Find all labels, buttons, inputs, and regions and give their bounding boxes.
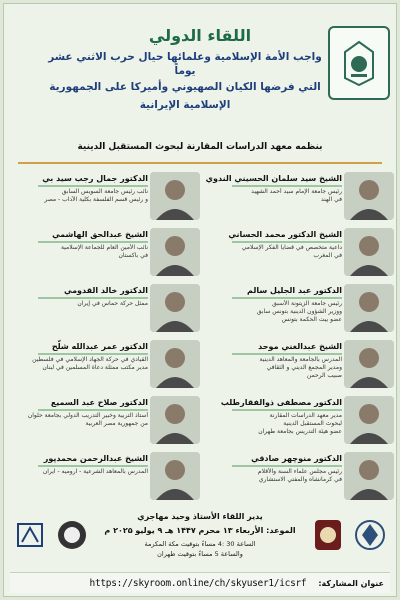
speaker-name: الدكتور خالد القدومي <box>63 286 148 295</box>
speaker-name: الدكتور جمال رجب سيد بي <box>42 174 148 183</box>
speaker-card <box>204 284 394 334</box>
name-underline <box>232 465 342 467</box>
speaker-card <box>204 340 394 390</box>
speaker-description-line: داعية متخصص في قضايا الفكر الإسلامي <box>241 244 342 251</box>
speaker-description <box>204 244 342 260</box>
speaker-card <box>10 340 200 390</box>
speaker-description-line: ووزير الشؤون الدينية بتونس سابق <box>256 308 342 315</box>
speaker-description-line: في المغرب <box>313 252 342 259</box>
speaker-name: الشيخ الدكتور محمد الحساني <box>228 230 342 239</box>
speaker-description-line: القيادي في حركة الجهاد الإسلامي في فلسطين <box>32 356 148 363</box>
speaker-name: الشيخ عبدالحق الهاشمي <box>52 230 148 239</box>
name-underline <box>38 241 148 243</box>
speaker-description-line: أستاذ التربية وخبير التدريب الدولي بجامعة حلوان <box>27 412 148 419</box>
footer-logo-2 <box>312 516 344 554</box>
speaker-description-line: رئيس جامعة الزيتونة الأسبق <box>272 300 342 307</box>
name-underline <box>38 185 148 187</box>
moderator: يدير اللقاء الأستاذ وحيد مهاجري <box>137 512 263 521</box>
speaker-description <box>10 468 148 476</box>
speaker-description-line: لبحوث المستقبل الدينية <box>283 420 342 427</box>
speaker-photo <box>344 284 394 332</box>
participation-link[interactable]: https://skyroom.online/ch/skyuser1/icsrf <box>89 577 307 589</box>
speaker-description-line: المدرس بالمعاهد الشرعية - اروميه - ايران <box>42 468 148 475</box>
footer-logo-left <box>14 516 46 554</box>
speaker-description-line: رئيس جامعة الإمام سيد أحمد الشهيد <box>251 188 342 195</box>
speaker-photo <box>150 284 200 332</box>
name-underline <box>38 297 148 299</box>
speaker-photo <box>344 396 394 444</box>
name-underline <box>38 353 148 355</box>
speaker-card <box>204 396 394 446</box>
speaker-photo <box>344 228 394 276</box>
speaker-description <box>10 300 148 308</box>
institute-logo <box>328 26 390 100</box>
speaker-card <box>10 284 200 334</box>
speaker-card <box>10 452 200 502</box>
speaker-photo <box>344 452 394 500</box>
speaker-description <box>204 356 342 380</box>
speaker-description-line: في باكستان <box>118 252 148 259</box>
name-underline <box>232 353 342 355</box>
speaker-description-line: صبيب الرحمن <box>306 372 342 379</box>
name-underline <box>232 409 342 411</box>
speaker-description-line: عضو هيئة التدريس بجامعة طهران <box>258 428 342 435</box>
speaker-name: الدكتور صلاح عبد السميع <box>50 398 148 407</box>
time-mecca: الساعة 30 :4 مساءً بتوقيت مكة المكرمة <box>144 540 256 548</box>
speaker-card <box>204 228 394 278</box>
event-title: اللقاء الدولي <box>148 26 252 45</box>
event-date: الموعد: الأربعاء ۱۳ محرم ۱۴۴۷ هـ ۹ يوليو ۲۰۲۵ م <box>104 526 296 535</box>
speaker-description-line: و رئيس قسم الفلسفة بكلية الآداب - مصر <box>44 196 148 203</box>
time-tehran: والساعة 5 مساءً بتوقيت طهران <box>157 550 243 558</box>
speaker-photo <box>150 172 200 220</box>
speaker-name: الدكتور مصطفى ذوالفقارطلب <box>220 398 342 407</box>
speaker-description <box>10 188 148 204</box>
poster <box>3 3 397 597</box>
speaker-description <box>204 188 342 204</box>
speaker-description <box>204 468 342 484</box>
footer-logo-right <box>354 516 386 554</box>
speaker-description-line: رئيس مجلس علماء السنة والأقلّام <box>257 468 342 475</box>
speaker-description-line: عضو بيت الحكمة بتونس <box>281 316 342 323</box>
subtitle-line-2: التي فرضها الكيان الصهيوني وأميركا على الجمهورية <box>49 81 321 93</box>
speaker-card <box>10 172 200 222</box>
speaker-description-line: في الهند <box>321 196 342 203</box>
header-divider <box>18 162 382 164</box>
speaker-name: الشيخ عبدالرحمن محمدپور <box>43 454 148 463</box>
name-underline <box>38 465 148 467</box>
speaker-description-line: مدير معهد الدراسات المقارنة <box>269 412 342 419</box>
speaker-photo <box>150 452 200 500</box>
speaker-description <box>10 244 148 260</box>
speaker-name: الدكتور منوچهر صادقي <box>251 454 342 463</box>
speaker-description-line: نائب رئيس جامعة السويس السابق <box>61 188 148 195</box>
speaker-name: الشيخ سيد سلمان الحسيني الندوي <box>205 174 342 183</box>
subtitle-line-1: واجب الأمة الإسلامية وعلمائها حيال حرب الاثني عشر يوماً <box>48 51 322 77</box>
name-underline <box>38 409 148 411</box>
subtitle-line-3: الإسلامية الإيرانية <box>139 99 231 111</box>
organizer: بنظمه معهد الدراسات المقارنة لبحوث المستقبل الدينية <box>77 142 323 152</box>
name-underline <box>232 297 342 299</box>
speaker-photo <box>150 228 200 276</box>
speaker-card <box>10 396 200 446</box>
speaker-name: الدكتور عمر عبدالله شلّح <box>51 342 148 351</box>
participation-link-row <box>10 572 390 593</box>
speaker-description <box>204 412 342 436</box>
link-label: عنوان المشاركة: <box>318 578 384 588</box>
speaker-description-line: نائب الأمين العام للجماعة الإسلامية <box>60 244 148 251</box>
speaker-description-line: ومدير المجمع الديني و الثقافي <box>266 364 342 371</box>
speaker-description-line: مدير مكتب ممثلة دعاة المسلمين في لبنان <box>42 364 148 371</box>
speaker-card <box>204 452 394 502</box>
speaker-description-line: في كرمانشاه والمفتي الاستشاري <box>258 476 342 483</box>
footer-logo-3 <box>56 516 88 554</box>
speaker-card <box>10 228 200 278</box>
speaker-photo <box>150 396 200 444</box>
speaker-description-line: ممثل حركة حماس في إيران <box>77 300 148 307</box>
speaker-photo <box>344 172 394 220</box>
speaker-photo <box>150 340 200 388</box>
speaker-description-line: من جمهورية مصر العربية <box>85 420 148 427</box>
speaker-photo <box>344 340 394 388</box>
speaker-description-line: المدرس بالجامعة والمعاهد الدينية <box>259 356 342 363</box>
name-underline <box>232 185 342 187</box>
speaker-description <box>10 356 148 372</box>
name-underline <box>232 241 342 243</box>
speaker-card <box>204 172 394 222</box>
speaker-name: الدكتور عبد الجليل سالم <box>247 286 342 295</box>
speaker-name: الشيخ عبدالغني موحد <box>258 342 342 351</box>
speaker-description <box>204 300 342 324</box>
speaker-description <box>10 412 148 428</box>
